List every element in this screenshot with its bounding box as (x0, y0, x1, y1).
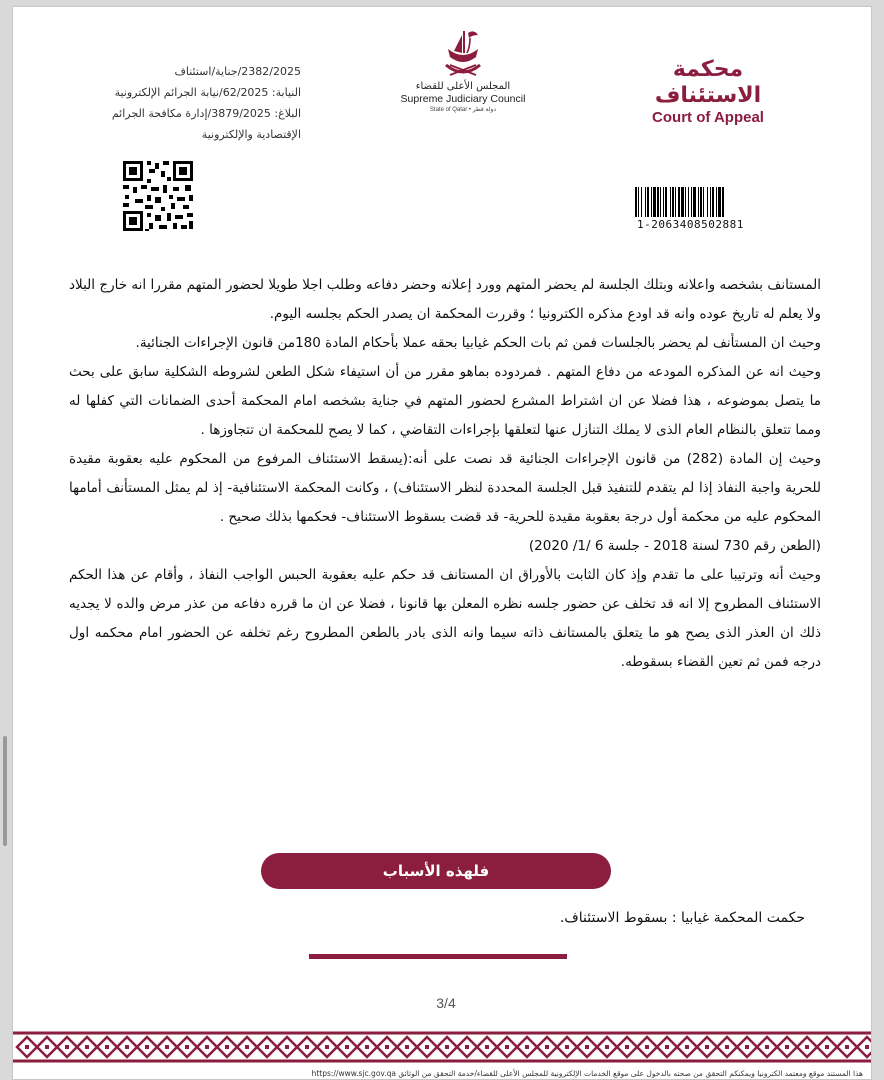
qatar-emblem-icon (440, 29, 486, 81)
court-name-arabic: محكمة الاستئناف (654, 57, 762, 108)
paragraph: وحيث إن المادة (282) من قانون الإجراءات الجنائية قد نصت على أنه:(يسقط الاستئناف المرفوع من المحكوم عليه بعقوبة مقيدة للحرية واجبة النفاذ إذا لم يتقدم للتنفيذ قبل الجلسة المحددة لنظر الاستئناف) ، وكانت المحكمة الاستئنافية- إذ لم يمثل المستأنف أمامها المحكوم عليه من محكمة أول درجة بعقوبة مقيدة للحرية- قد قضت بسقوط الاستئناف- فحكمها بذلك صحيح . (69, 451, 821, 525)
page-number: 3/4 (436, 995, 456, 1011)
state-label: State of Qatar • دولة قطر (429, 107, 497, 113)
paragraph: وحيث ان المستأنف لم يحضر بالجلسات فمن ثم بات الحكم غيابيا بحقه عملا بأحكام المادة 180من قانون الإجراءات الجنائية. (135, 335, 821, 351)
council-name-arabic: المجلس الأعلى للقضاء (415, 81, 511, 92)
verification-note: هذا المستند موقع ومعتمد الكترونيا ويمكنكم التحقق من صحته بالدخول على موقع الخدمات الإلكترونية للمجلس الأعلى للقضاء/خدمة التحقق من الوثائق https://www.sjc.gov.qa (311, 1069, 863, 1078)
court-name-english: Court of Appeal (652, 109, 764, 126)
qr-code-icon (121, 159, 195, 233)
verdict-text: حكمت المحكمة غيابيا : بسقوط الاستئناف. (559, 910, 805, 926)
judgment-body (69, 271, 821, 677)
case-number: 2382/2025/جناية/استئناف (174, 65, 301, 78)
reasons-heading: فلهذه الأسباب (261, 853, 611, 889)
council-emblem (393, 29, 533, 114)
paragraph: وحيث انه عن المذكره المودعه من دفاع المتهم . فمردوده بماهو مقرر من أن استيفاء شكل الطعن لشروطه الشكلية سابق على بحث ما يتصل بموضوعه ، هذا فضلا عن ان اشتراط المشرع لحضور المتهم في جناية بشخصه امام المحكمة أحدى الضمانات التي كفلها له ومما تتعلق بالنظام العام الذى لا يملك التنازل عنها لتعلقها بإجراءات التقاضي ، كما لا يصح للمحكمة ان تتجاوزها . (69, 364, 821, 438)
divider (309, 954, 567, 959)
barcode-icon (635, 187, 769, 217)
paragraph: المستانف بشخصه واعلانه وبتلك الجلسة لم يحضر المتهم وورد إعلانه وحضر دفاعه وطلب اجلا طويلا لحضور المتهم مقررا انه خارج البلاد ولا يعلم له تاريخ عوده وانه قد اودع مذكره الكترونيا ؛ وقررت المحكمة ان يصدر الحكم بجلسه اليوم. (69, 277, 821, 322)
report-number: البلاغ: 3879/2025/إدارة مكافحة الجرائم (111, 107, 301, 120)
council-name-english: Supreme Judiciary Council (400, 93, 526, 105)
case-references (81, 61, 301, 145)
report-department: الإقتصادية والإلكترونية (201, 128, 301, 141)
court-of-appeal-logo (633, 57, 783, 127)
document-page (12, 6, 872, 1080)
footer-pattern (13, 1027, 871, 1067)
scrollbar[interactable] (3, 736, 7, 846)
barcode-number: 1-2063408502881 (637, 218, 744, 231)
paragraph: وحيث أنه وترتيبا على ما تقدم وإذ كان الثابت بالأوراق ان المستانف قد حكم عليه بعقوبة الحبس الواجب النفاذ ، وأقام عن هذا الحكم الاستئناف المطروح إلا انه قد تخلف عن حضور جلسه نظره المعلن بها قانونا ، فضلا عن ان ما قرره دفاعه من عذر مرض والده لا يجديه ذلك ان العذر الذى يصح هو ما يتعلق بالمستانف ذاته سيما وانه الذى بادر بالطعن المطروح رغم تخلفه عن الحضور امام محكمه اول درجه فمن ثم تعين القضاء بسقوطه. (69, 567, 821, 670)
prosecution-number: النيابة: 62/2025/نيابة الجرائم الإلكترونية (114, 86, 301, 99)
citation: (الطعن رقم 730 لسنة 2018 - جلسة 6 /1/ 2020) (528, 538, 821, 554)
